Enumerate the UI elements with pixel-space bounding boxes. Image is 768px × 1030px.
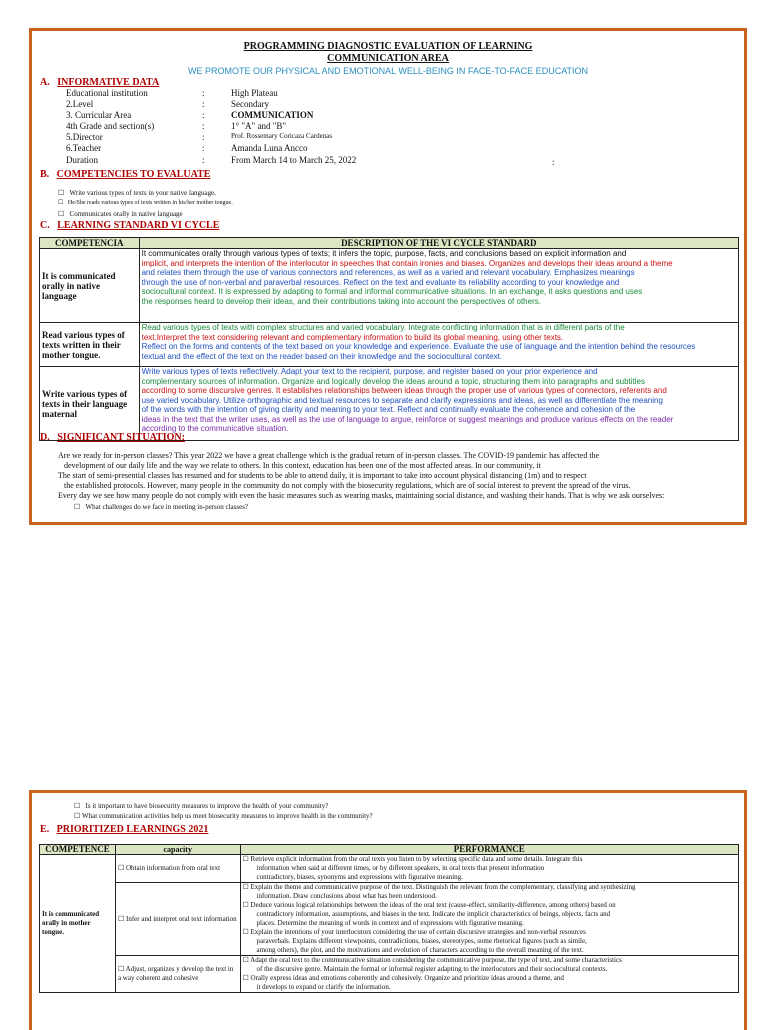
situation-line: Are we ready for in-person classes? This year 2022 we have a great challenge which is the gradual return of in-person classes. The COVID-19 pandemic has affected the: [58, 451, 600, 460]
column-header-competencia: COMPETENCIA: [40, 238, 140, 249]
competency-text: He/She reads various types of texts written in his/her mother tongue.: [67, 200, 233, 206]
performance-line: ☐ Adapt the oral text to the communicative situation considering the communicative purpose, the type of text, and some characteristics: [242, 956, 622, 964]
competency-label: It is communicated orally in native language: [40, 249, 140, 323]
description-line: implicit, and interprets the intention of the interlocutor in speeches that contain ironies and biases. Organizes and develops their ideas around a theme: [141, 258, 673, 268]
info-separator: :: [202, 99, 205, 109]
section-letter: D.: [40, 432, 50, 443]
performance-line: information. Draw conclusions about what has been understood.: [256, 892, 437, 900]
checkbox-icon: ☐: [117, 914, 126, 923]
section-title: INFORMATIVE DATA: [57, 77, 160, 88]
document-subtitle: COMMUNICATION AREA: [327, 53, 449, 64]
situation-line: The start of semi-presential classes has resumed and for students to be able to attend daily, it is important to take into account physical distancing (1m) and to respect: [58, 471, 587, 480]
capacity-text: Adjust, organizes y develop the text in a way coherent and cohesive: [117, 965, 234, 982]
checkbox-icon: ☐: [117, 864, 126, 872]
question-item: ☐ What communication activities help us meet biosecurity measures to improve health in the community?: [74, 812, 373, 820]
competency-label: Read various types of texts written in their mother tongue.: [40, 323, 140, 367]
info-value: Prof. Rossemary Coricaza Cardenas: [231, 132, 333, 140]
document-page-1: [29, 28, 747, 525]
performance-line: information when said at different times, or by different speakers, in oral texts that present information: [256, 864, 545, 872]
question-text: What communication activities help us meet biosecurity measures to improve health in the community?: [82, 812, 373, 820]
section-e-heading: [40, 824, 208, 835]
info-separator: :: [202, 132, 205, 142]
performance-line: ☐ Deduce various logical relationships between the ideas of the oral text (cause-effect, similarity-difference, among others) based on: [242, 901, 616, 909]
performance-line: contradictory, biases, synonyms and expressions with figurative meaning.: [256, 873, 463, 881]
capacity-cell: [115, 883, 240, 956]
description-line: textual and the effect of the text on the reader based on their knowledge and the sociocultural context.: [141, 351, 503, 361]
capacity-cell: [115, 855, 240, 883]
info-label: 3. Curricular Area: [66, 110, 132, 120]
situation-line: development of our daily life and the way we relate to others. In this context, education has been one of the most affected areas. In our community, it: [64, 461, 541, 470]
competency-text: Write various types of texts in your native language.: [69, 189, 217, 197]
standard-table: [39, 237, 739, 441]
capacity-text: Obtain information from oral text: [125, 864, 221, 872]
performance-line: contradictory information, assumptions, and biases in the text. Indicate the implicit characteristics of beings, objects, facts and: [256, 910, 611, 918]
checkbox-icon: ☐: [117, 965, 126, 973]
table-row: [40, 883, 739, 956]
question-item: ☐ What challenges do we face in meeting in-person classes?: [74, 503, 249, 511]
section-c-heading: [40, 220, 219, 231]
question-text: Is it important to have biosecurity measures to improve the health of your community?: [85, 802, 329, 810]
standard-description: [139, 249, 738, 323]
section-title: SIGNIFICANT SITUATION:: [57, 432, 185, 443]
standard-description: [139, 323, 738, 367]
description-line: ideas in the text that the writer uses, as well as the use of language to argue, reinforce or suggest meanings and produce various effects on the reader: [141, 414, 674, 424]
situation-text: [58, 451, 664, 501]
performance-line: of the discursive genre. Maintain the formal or informal register adapting to the interlocutors and their sociocultural contexts.: [256, 965, 608, 973]
table-row: [40, 855, 739, 883]
column-header-competence: COMPETENCE: [40, 845, 116, 855]
performance-cell: [240, 855, 739, 883]
description-line: use varied vocabulary. Utilize orthographic and textual resources to separate and clarify expressions and ideas, as well as differentiate the meaning: [141, 395, 663, 405]
description-line: and relates them through the use of various connectors and references, as well as a varied and relevant vocabulary. Emphasizes meanings: [141, 268, 635, 277]
competency-item: ☐ Communicates orally in native language: [58, 210, 183, 218]
performance-line: places. Determine the meaning of words in context and of expressions with figurative meaning.: [256, 919, 524, 927]
column-header-description: DESCRIPTION OF THE VI CYCLE STANDARD: [139, 238, 738, 249]
description-line: through the use of non-verbal and paraverbal resources. Reflect on the text and evaluate its reliability according to your knowledge and: [141, 277, 620, 287]
description-line: text.Interpret the text considering relevant and complementary information to build its global meaning, using other texts.: [141, 332, 564, 342]
info-separator: :: [202, 110, 205, 120]
standard-description: [139, 367, 738, 441]
situation-line: the established protocols. However, many people in the community do not comply with the biosecurity regulations, which are of social interest to prevent the spread of the virus.: [64, 481, 631, 490]
description-line: Write various types of texts reflectively. Adapt your text to the recipient, purpose, and register based on your prior experience and: [141, 367, 598, 376]
performance-cell: [240, 956, 739, 993]
info-separator: :: [202, 155, 205, 165]
description-line: according to some discursive genres. It establishes relationships between ideas through the proper use of various types of connectors, referents and: [141, 386, 667, 395]
competency-label: Write various types of texts in their language maternal: [40, 367, 140, 441]
section-a-heading: [40, 77, 159, 88]
description-line: Read various types of texts with complex structures and varied vocabulary. Integrate conflicting information that is in different parts of the: [141, 323, 625, 332]
situation-line: Every day we see how many people do not comply with even the basic measures such as wearing masks, maintaining social distance, and washing their hands. That is why we ask ourselves:: [58, 491, 665, 500]
competence-label: It is communicated orally in mother tongue.: [40, 855, 116, 993]
description-line: sociocultural context. It is expressed by adapting to formal and informal communicative situations. In an exchange, it asks questions and uses: [141, 287, 643, 296]
table-row: [40, 367, 739, 441]
document-page-2: [29, 790, 747, 1030]
info-value: 1° "A" and "B": [231, 121, 287, 131]
info-label: Duration: [66, 155, 98, 165]
section-title: PRIORITIZED LEARNINGS 2021: [56, 824, 209, 835]
description-line: of the words with the intention of giving clarity and meaning to your text. Reflect and continually evaluate the coherence and cohesion of the: [141, 405, 636, 414]
section-d-heading: [40, 432, 185, 443]
column-header-performance: PERFORMANCE: [240, 845, 739, 855]
description-line: the responses heard to develop their ideas, and their contributions taking into account the perspectives of others.: [141, 296, 541, 306]
performance-line: it develops to expand or clarify the information.: [256, 983, 391, 991]
info-separator: :: [202, 121, 205, 131]
info-label: 6.Teacher: [66, 143, 102, 153]
table-row: [40, 956, 739, 993]
column-header-capacity: capacity: [115, 845, 240, 855]
competency-text: Communicates orally in native language: [69, 210, 183, 218]
description-line: according to the communicative situation.: [141, 424, 289, 433]
info-separator: :: [202, 143, 205, 153]
performance-line: among others), the plot, and the motivations and evolution of characters according to the overall meaning of the text.: [256, 946, 584, 954]
competency-item: ☐ Write various types of texts in your native language.: [58, 189, 217, 197]
prioritized-learnings-table: [39, 844, 739, 993]
question-text: What challenges do we face in meeting in-person classes?: [85, 503, 249, 511]
description-line: Reflect on the forms and contents of the text based on your knowledge and experience. Evaluate the use of language and the intention behind the resources: [141, 342, 696, 351]
info-separator: :: [202, 88, 205, 98]
performance-line: ☐ Retrieve explicit information from the oral texts you listen to by selecting specific data and some details. Integrate this: [242, 855, 583, 863]
performance-line: paraverbals. Explains different viewpoints, contradictions, biases, stereotypes, some rhetorical figures (such as simile,: [256, 937, 587, 945]
info-label: Educational institution: [66, 88, 148, 98]
info-value: Secondary: [231, 99, 269, 109]
table-row: [40, 323, 739, 367]
section-b-heading: [40, 169, 210, 180]
info-label: 5.Director: [66, 132, 103, 142]
capacity-text: Infer and interpret oral text information: [125, 914, 237, 923]
competency-item: ☐ He/She reads various types of texts written in his/her mother tongue.: [58, 200, 233, 206]
info-label: 4th Grade and section(s): [66, 121, 155, 131]
section-title: LEARNING STANDARD VI CYCLE: [57, 220, 220, 231]
performance-line: ☐ Explain the theme and communicative purpose of the text. Distinguish the relevant from the complementary, classifying and synthesizing: [242, 883, 636, 891]
info-value: High Plateau: [231, 88, 278, 98]
info-label: 2.Level: [66, 99, 94, 109]
info-value: COMMUNICATION: [231, 110, 314, 120]
performance-cell: [240, 883, 739, 956]
description-line: It communicates orally through various types of texts; it infers the topic, purpose, facts, and conclusions based on explicit information and: [141, 249, 627, 258]
description-line: complementary sources of information. Organize and logically develop the ideas around a topic, structuring them into paragraphs and subtitles: [141, 376, 645, 386]
question-item: ☐ Is it important to have biosecurity measures to improve the health of your community?: [74, 802, 329, 810]
section-letter: C.: [40, 220, 50, 231]
performance-line: ☐ Explain the intentions of your interlocutors considering the use of certain discursive strategies and non-verbal resources: [242, 928, 586, 936]
section-letter: E.: [40, 824, 50, 835]
table-row: [40, 249, 739, 323]
section-letter: B.: [40, 169, 50, 180]
info-value: From March 14 to March 25, 2022: [231, 155, 357, 165]
info-value: Amanda Luna Ancco: [231, 143, 308, 153]
motto: WE PROMOTE OUR PHYSICAL AND EMOTIONAL WELL-BEING IN FACE-TO-FACE EDUCATION: [187, 66, 589, 76]
section-letter: A.: [40, 77, 50, 88]
section-title: COMPETENCIES TO EVALUATE: [56, 169, 211, 180]
capacity-cell: [115, 956, 240, 993]
performance-line: ☐ Orally express ideas and emotions coherently and cohesively. Organize and prioritize ideas around a theme, and: [242, 974, 564, 982]
trailing-colon: :: [552, 157, 555, 167]
document-title: PROGRAMMING DIAGNOSTIC EVALUATION OF LEARNING: [243, 41, 533, 52]
